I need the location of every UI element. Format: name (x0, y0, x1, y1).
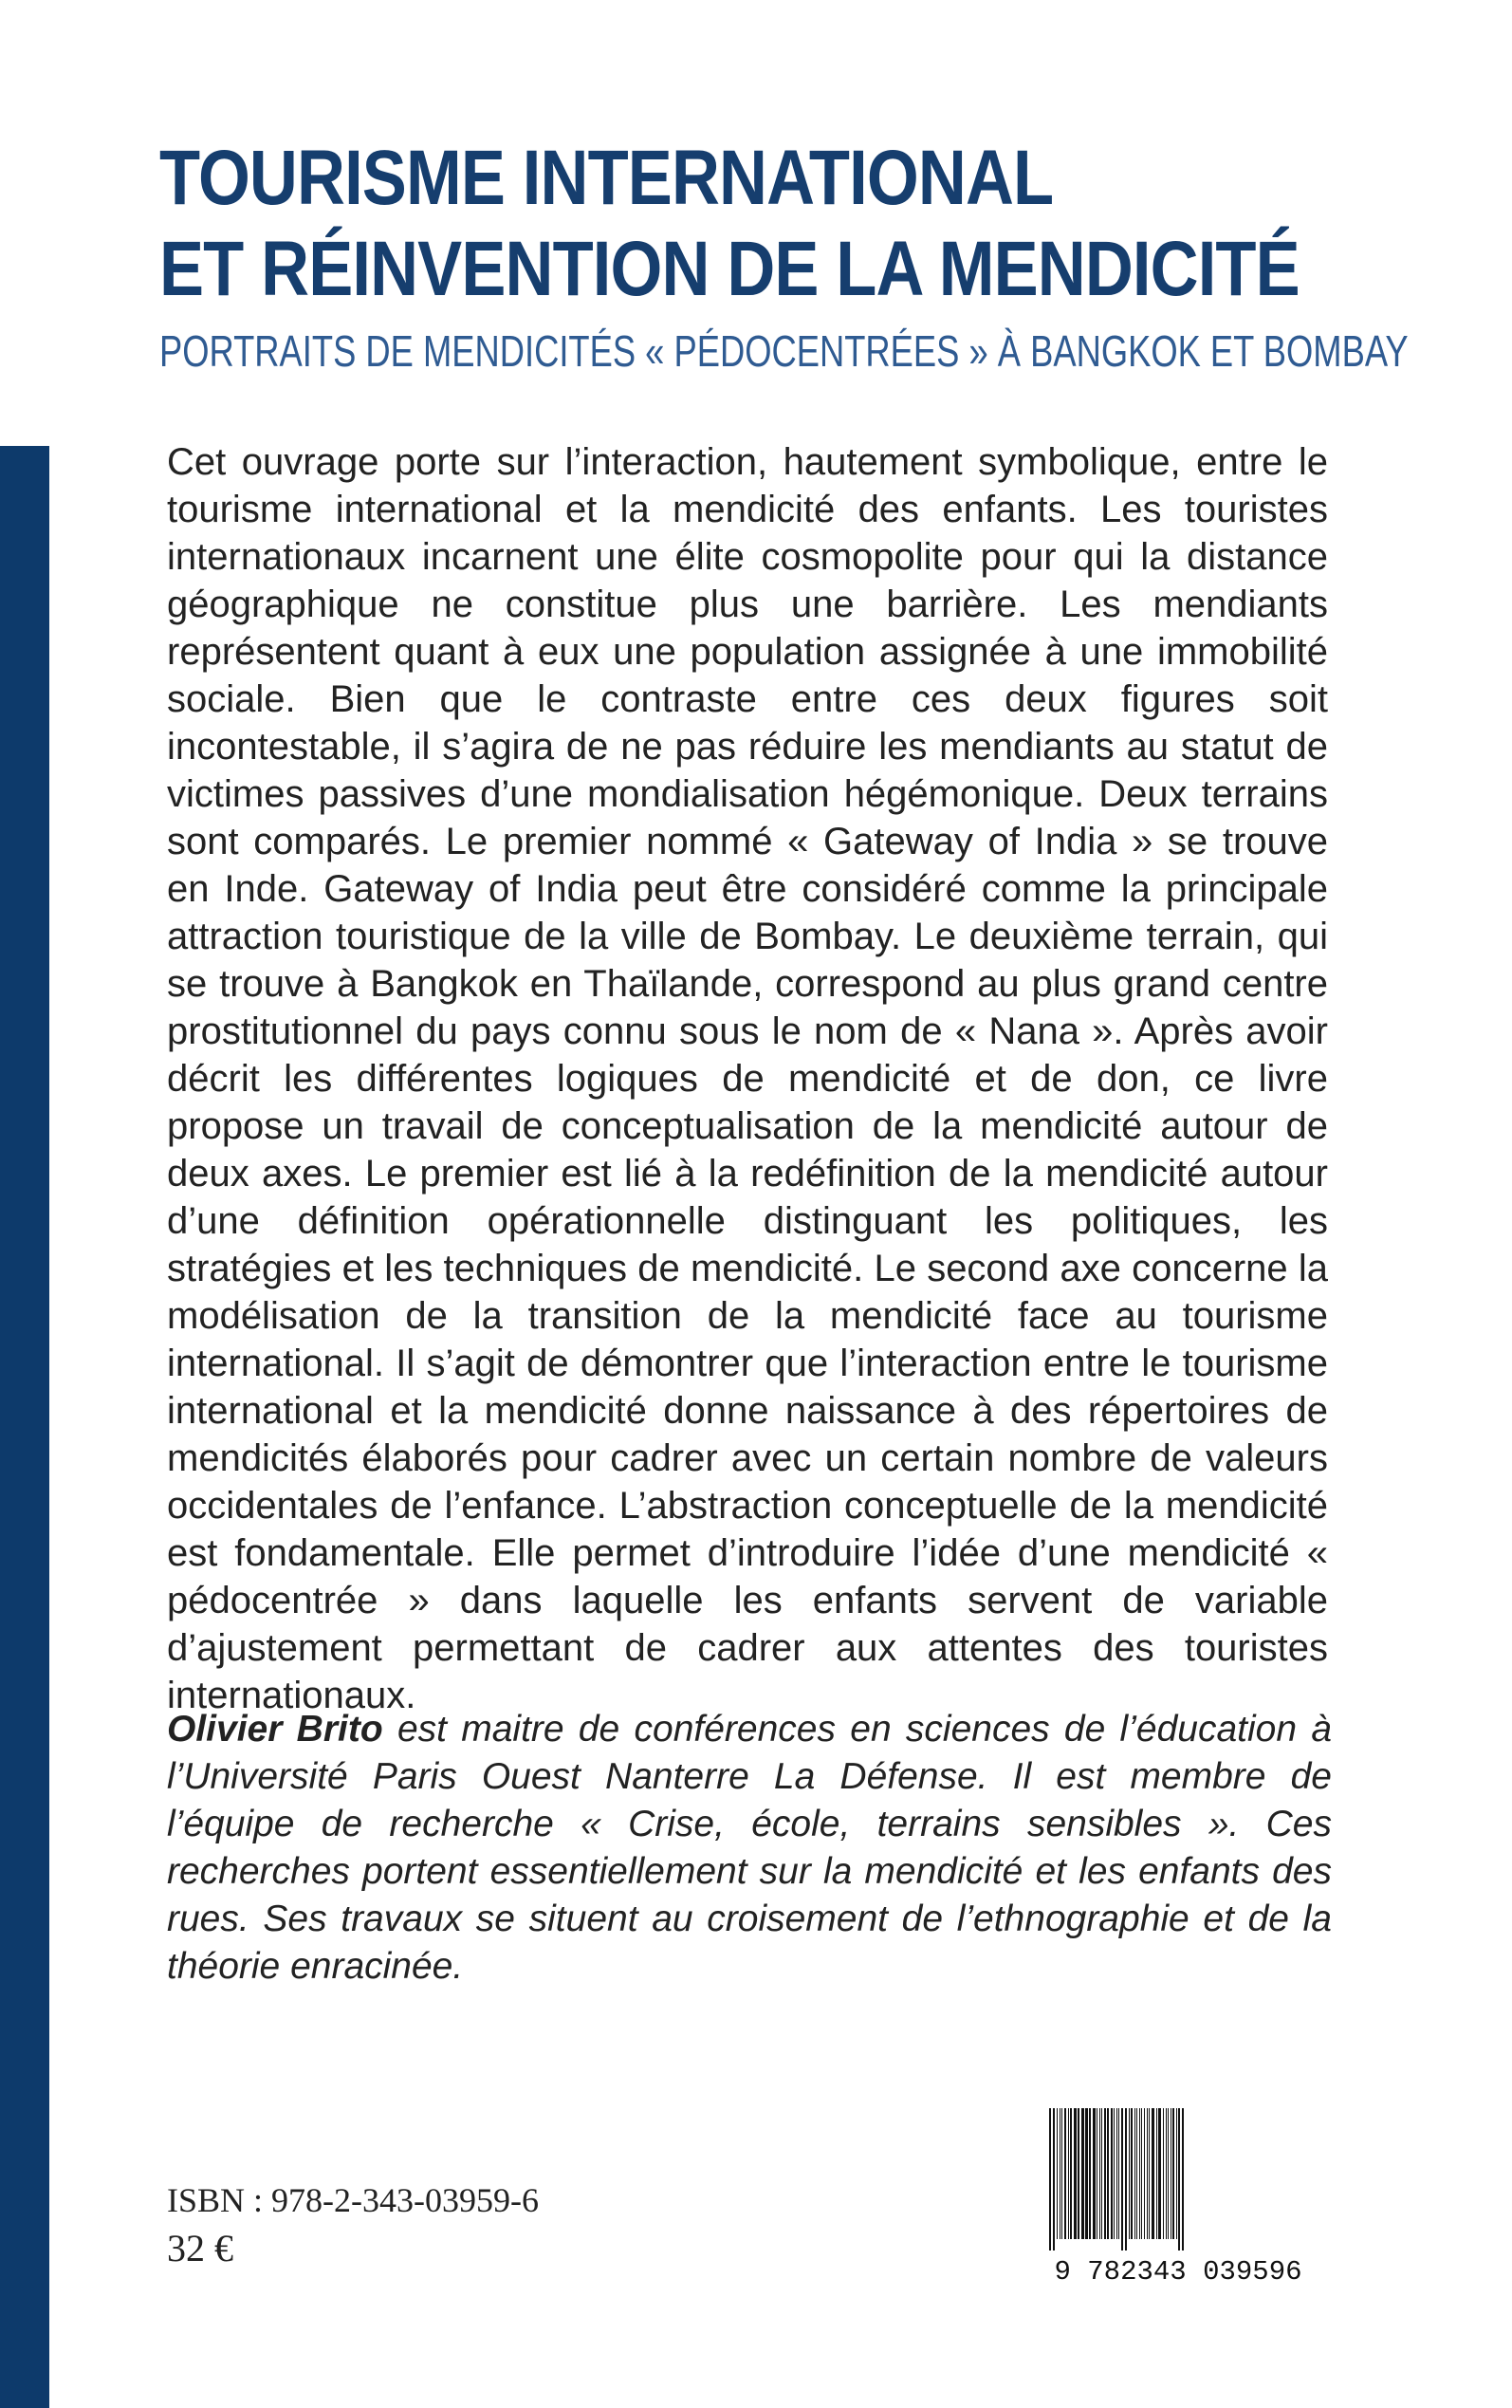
barcode-digits: 9 782343 039596 (1054, 2256, 1302, 2285)
book-title (159, 133, 1300, 315)
barcode-bar (1118, 2108, 1119, 2239)
barcode-bar (1049, 2108, 1051, 2251)
barcode-bar (1141, 2108, 1142, 2239)
barcode-bar (1101, 2108, 1102, 2239)
barcode-bar (1085, 2108, 1088, 2239)
barcode-bar (1176, 2108, 1177, 2239)
barcode-bar (1156, 2108, 1157, 2239)
spine-bar (0, 446, 49, 2408)
barcode-bar (1111, 2108, 1113, 2239)
author-bio (167, 1706, 1332, 1991)
barcode-bar (1104, 2108, 1106, 2239)
barcode-bar (1093, 2108, 1096, 2239)
barcode-bar (1116, 2108, 1117, 2239)
barcode-bar (1068, 2108, 1069, 2239)
barcode-bar (1136, 2108, 1137, 2239)
barcode-bar (1121, 2108, 1123, 2251)
barcode (1038, 2104, 1318, 2285)
barcode-bar (1152, 2108, 1154, 2239)
title-line-1: TOURISME INTERNATIONAL (159, 135, 1054, 221)
barcode-bar (1053, 2108, 1055, 2251)
book-subtitle: PORTRAITS DE MENDICITÉS « PÉDOCENTRÉES » À BANGKOK ET BOMBAY (159, 326, 1409, 376)
barcode-bar (1158, 2108, 1161, 2239)
author-name: Olivier Brito (167, 1709, 383, 1750)
barcode-bar (1168, 2108, 1169, 2239)
barcode-bar (1061, 2108, 1062, 2239)
barcode-bar (1107, 2108, 1109, 2239)
barcode-bar (1125, 2108, 1127, 2251)
barcode-bar (1099, 2108, 1100, 2239)
title-line-2: ET RÉINVENTION DE LA MENDICITÉ (159, 226, 1300, 312)
barcode-bar (1131, 2108, 1133, 2239)
barcode-bar (1163, 2108, 1164, 2239)
barcode-bar (1139, 2108, 1140, 2239)
book-summary: Cet ouvrage porte sur l’interaction, hautement symbolique, entre le tourisme international et la mendicité des enfants. Les touristes internationaux incarnent une élite cosmopolite pour qui la distance géographique ne constitue plus une barrière. Les mendiants représentent quant à eux une population assignée à une immobilité sociale. Bien que le contraste entre ces deux figures soit incontestable, il s’agira de ne pas réduire les mendiants au statut de victimes passives d’une mondialisation hégémonique. Deux terrains sont comparés. Le premier nommé « Gateway of India » se trouve en Inde. Gateway of India peut être considéré comme la principale attraction touristique de la ville de Bombay. Le deuxième terrain, qui se trouve à Bangkok en Thaïlande, correspond au plus grand centre prostitutionnel du pays connu sous le nom de « Nana ». Après avoir décrit les différentes logiques de mendicité et de don, ce livre propose un travail de conceptualisation de la mendicité autour de deux axes. Le premier est lié à la redéfinition de la mendicité autour d’une définition opérationnelle distinguant les politiques, les stratégies et les techniques de mendicité. Le second axe concerne la modélisation de la transition de la mendicité face au tourisme international. Il s’agit de démontrer que l’interaction entre le tourisme international et la mendicité donne naissance à des répertoires de mendicités élaborés pour cadrer avec un certain nombre de valeurs occidentales de l’enfance. L’abstraction conceptuelle de la mendicité est fondamentale. Elle permet d’introduire l’idée d’une mendicité « pédocentrée » dans laquelle les enfants servent de variable d’ajustement permettant de cadrer aux attentes des touristes internationaux. (167, 441, 1328, 1716)
barcode-bar (1147, 2108, 1148, 2239)
barcode-bar (1129, 2108, 1130, 2239)
barcode-bar (1064, 2108, 1066, 2239)
barcode-bar (1172, 2108, 1174, 2239)
barcode-bar (1114, 2108, 1115, 2239)
barcode-bar (1149, 2108, 1150, 2239)
barcode-bar (1078, 2108, 1079, 2239)
author-bio-text: est maitre de conférences en sciences de l’éducation à l’Université Paris Ouest Nanterre La Défense. Il est membre de l’équipe de recherche « Crise, école, terrains sensibles ». Ces recherches portent essentiellement sur la mendicité et les enfants des rues. Ses travaux se situent au croisement de l’ethnographie et de la théorie enracinée. (167, 1709, 1332, 1987)
barcode-bar (1074, 2108, 1077, 2239)
barcode-bar (1089, 2108, 1091, 2239)
barcode-bar (1057, 2108, 1058, 2239)
barcode-bar (1144, 2108, 1145, 2239)
barcode-bar (1134, 2108, 1135, 2239)
barcode-bar (1182, 2108, 1184, 2251)
isbn: ISBN : 978-2-343-03959-6 (167, 2181, 539, 2219)
barcode-bar (1081, 2108, 1084, 2239)
barcode-bar (1178, 2108, 1180, 2251)
barcode-bar (1070, 2108, 1072, 2239)
barcode-bar (1166, 2108, 1167, 2239)
price: 32 € (167, 2227, 233, 2269)
